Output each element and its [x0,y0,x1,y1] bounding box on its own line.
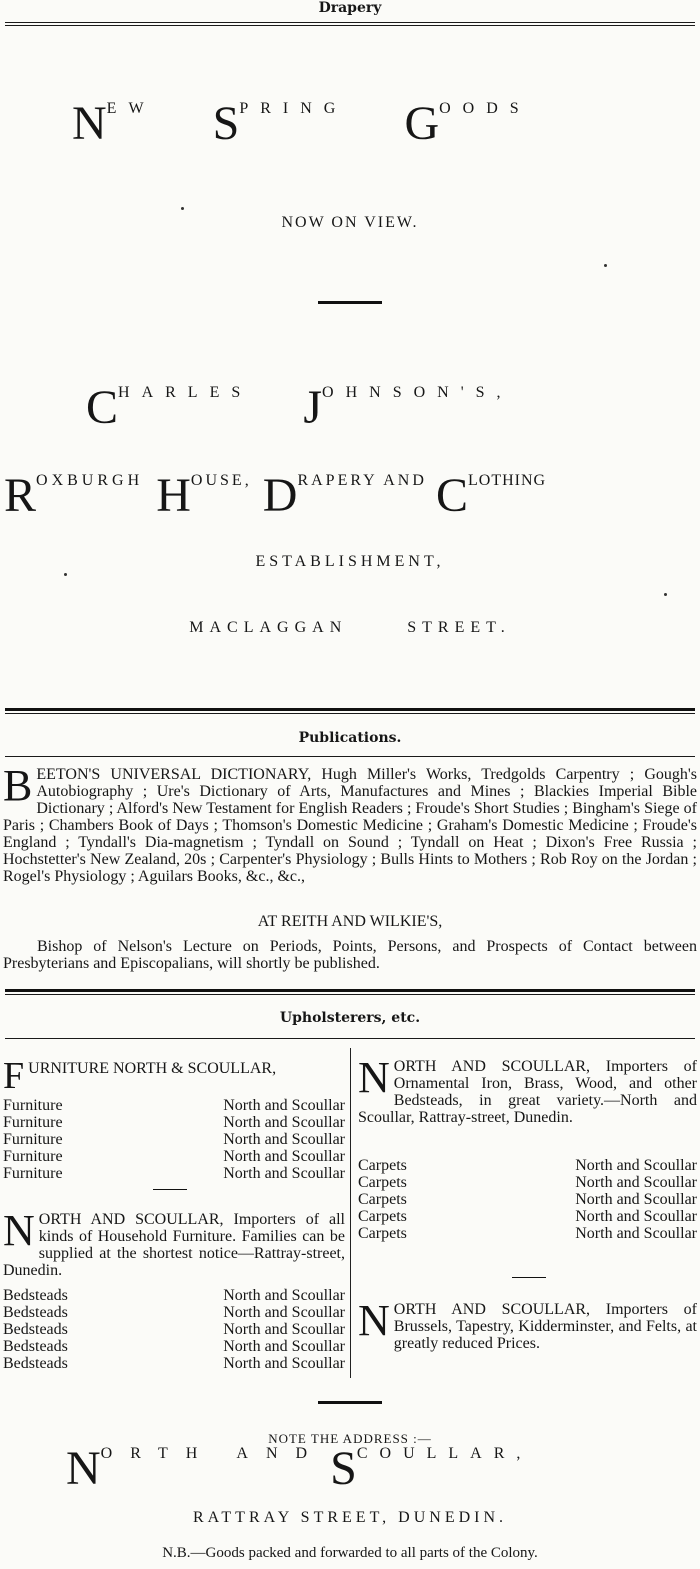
street: MACLAGGAN STREET. [189,619,511,636]
bedsteads-list [3,1287,345,1372]
publications-seller: AT REITH AND WILKIE'S, [257,913,443,930]
list-item: Bedsteads North and Scoullar [3,1287,345,1304]
note-the-address: NOTE THE ADDRESS :— [268,1431,432,1446]
publications-notice: Bishop of Nelson's Lecture on Periods, Points, Persons, and Prospects of Contact between Presbyterians and Episcopalians, will shortly be published. [3,938,697,972]
headline-new-spring-goods: NEW SPRING GOODS [72,97,531,150]
publications-list: BEETON'S UNIVERSAL DICTIONARY, Hugh Miller's Works, Tredgolds Carpentry ; Gough's Autobiography ; Ure's Dictionary of Arts, Manufactures and Mines ; Blackies Imperial Bible Dictionary ; Alford's New Testament for English Readers ; Froude's Short Studies ; Bingham's Siege of Paris ; Chambers Book of Days ; Thomson's Domestic Medicine ; Graham's Domestic Medicine ; Froude's England ; Tyndall's Dia-magnetism ; Tyndall on Sound ; Tyndall on Heat ; Dixon's Free Russia ; Hochstetter's New Zealand, 20s ; Carpenter's Physiology ; Bulls Hints to Mothers ; Rob Roy on the Jordan ; Rogel's Physiology ; Aguilars Books, &c., &c., [3,761,697,885]
divider [5,1038,695,1039]
divider [5,708,695,711]
speck [64,573,67,576]
list-item: Furniture North and Scoullar [3,1148,345,1165]
address-firm-name: NORTH AND SCOULLAR, [66,1442,533,1495]
owner-name: CHARLES JOHNSON'S, [86,381,513,434]
nb-notice: N.B.—Goods packed and forwarded to all parts of the Colony. [162,1545,538,1561]
speck [604,264,607,267]
divider [512,1277,546,1278]
now-on-view: NOW ON VIEW. [281,214,419,231]
divider [5,25,695,26]
furniture-list [3,1097,345,1182]
speck [664,593,667,596]
list-item: Carpets North and Scoullar [358,1225,697,1242]
list-item: Bedsteads North and Scoullar [3,1338,345,1355]
divider [5,994,695,995]
divider [5,713,695,714]
business-name: ROXBURGH HOUSE, DRAPERY AND CLOTHING [4,469,547,522]
list-item: Furniture North and Scoullar [3,1114,345,1131]
list-item: Carpets North and Scoullar [358,1174,697,1191]
list-item: Bedsteads North and Scoullar [3,1355,345,1372]
establishment: ESTABLISHMENT, [255,553,445,570]
section-title-drapery: Drapery [318,0,382,16]
list-item: Furniture North and Scoullar [3,1165,345,1182]
furniture-heading: FURNITURE NORTH & SCOULLAR, [3,1055,277,1097]
divider [5,22,695,23]
list-item: Furniture North and Scoullar [3,1097,345,1114]
ornamental-bedsteads-ad: NORTH AND SCOULLAR, Importers of Ornamental Iron, Brass, Wood, and other Bedsteads, in great variety.—North and Scoullar, Rattray-street, Dunedin. [358,1053,697,1126]
speck [181,207,184,210]
divider [5,756,695,757]
divider [5,989,695,992]
list-item: Furniture North and Scoullar [3,1131,345,1148]
address-street: RATTRAY STREET, DUNEDIN. [192,1509,508,1526]
column-divider [350,1048,351,1378]
drop-cap: B [3,761,33,810]
brussels-carpets-ad: NORTH AND SCOULLAR, Importers of Brussels, Tapestry, Kidderminster, and Felts, at greatly reduced Prices. [358,1296,697,1352]
divider [318,301,382,304]
list-item: Bedsteads North and Scoullar [3,1304,345,1321]
divider [318,1401,382,1404]
section-title-upholsterers: Upholsterers, etc. [279,1010,421,1026]
section-title-publications: Publications. [298,730,402,746]
household-furniture-ad: NORTH AND SCOULLAR, Importers of all kinds of Household Furniture. Families can be supplied at the shortest notice—Rattray-street, Dunedin. [3,1206,345,1279]
list-item: Carpets North and Scoullar [358,1208,697,1225]
carpets-list [358,1157,697,1242]
list-item: Carpets North and Scoullar [358,1157,697,1174]
list-item: Bedsteads North and Scoullar [3,1321,345,1338]
divider [153,1189,187,1190]
list-item: Carpets North and Scoullar [358,1191,697,1208]
